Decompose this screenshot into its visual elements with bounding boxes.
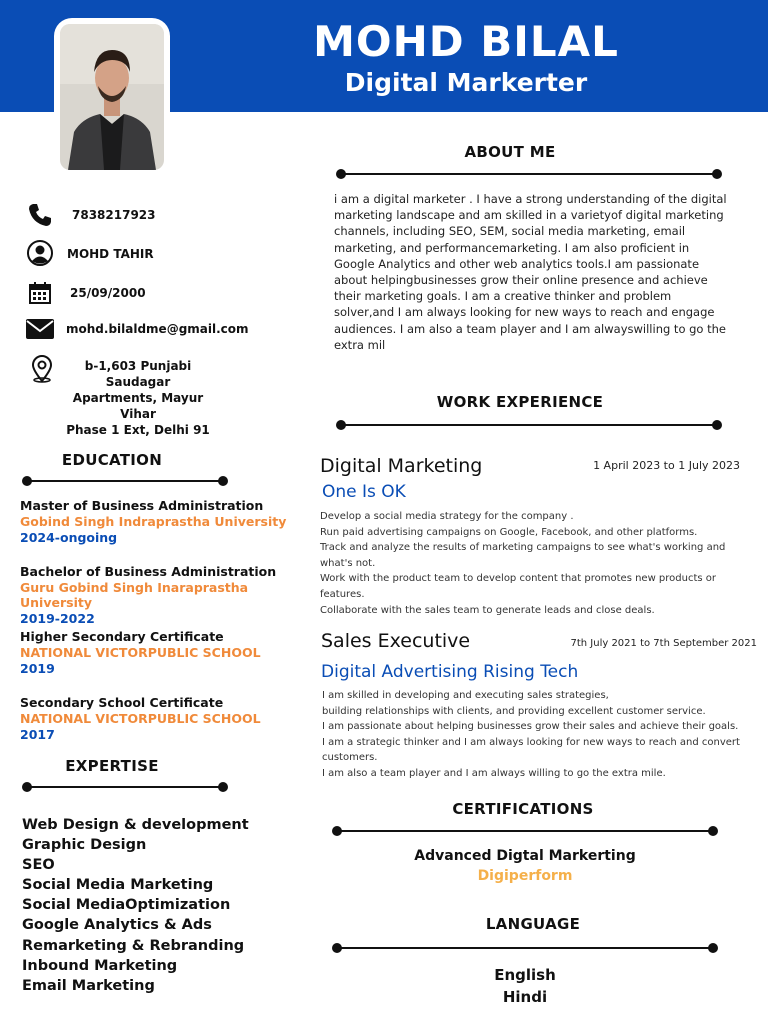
job-description: [320, 509, 760, 618]
address: [58, 358, 218, 438]
education-item: [20, 695, 305, 742]
certifications-title: CERTIFICATIONS: [452, 800, 594, 818]
about-line: marketing landscape and am skilled in a varietyof digital marketing: [334, 208, 724, 223]
job-desc-line: I am a strategic thinker and I am always looking for new ways to reach and convert: [322, 736, 740, 748]
language-item: English: [494, 966, 556, 984]
date-of-birth: 25/09/2000: [70, 286, 146, 300]
job-date: 7th July 2021 to 7th September 2021: [570, 638, 757, 649]
language-divider: [336, 947, 714, 949]
expertise-item: Web Design & development: [22, 817, 249, 833]
degree: Secondary School Certificate: [20, 695, 224, 710]
phone-icon: [26, 201, 54, 229]
education-item: [20, 498, 305, 545]
expertise-item: Email Marketing: [22, 977, 155, 994]
expertise-item: Social Media Marketing: [22, 877, 214, 894]
job-desc-line: Collaborate with the sales team to generate leads and close deals.: [320, 604, 655, 616]
job-desc-line: Work with the product team to develop content that promotes new products or: [320, 573, 717, 585]
expertise-item: Social MediaOptimization: [22, 897, 231, 914]
years: 2019-2022: [20, 611, 95, 626]
years: 2017: [20, 727, 55, 742]
about-line: their marketing goals. I am a creative thinker and problem: [334, 289, 672, 304]
about-line: i am a digital marketer . I have a strong understanding of the digital: [334, 192, 727, 206]
about-divider: [340, 173, 718, 175]
job-desc-line: Run paid advertising campaigns on Google, Facebook, and other platforms.: [320, 526, 698, 538]
education-title: EDUCATION: [61, 451, 163, 469]
about-line: solver,and I am always looking for new ways to reach and engage: [334, 305, 715, 320]
expertise-item: SEO: [22, 857, 55, 874]
job-desc-line: features.: [320, 588, 365, 600]
language-item: Hindi: [502, 988, 548, 1006]
school: Gobind Singh Indraprastha University: [20, 514, 287, 529]
work-divider: [340, 424, 718, 426]
expertise-divider: [26, 786, 224, 788]
address-line: b-1,603 Punjabi Saudagar: [84, 359, 192, 389]
certification-org: Digiperform: [477, 868, 573, 884]
education-item: [20, 629, 305, 676]
job-desc-line: I am also a team player and I am always willing to go the extra mile.: [322, 767, 666, 779]
expertise-item: Google Analytics & Ads: [22, 917, 212, 934]
about-text: [334, 191, 754, 353]
language-title: LANGUAGE: [485, 915, 581, 933]
about-line: channels, including SEO, SEM, social media marketing, email: [334, 224, 686, 239]
job-desc-line: what's not.: [320, 557, 376, 569]
expertise-item: Remarketing & Rebranding: [22, 937, 245, 954]
calendar-icon: [26, 279, 54, 307]
school: Guru Gobind Singh Inaraprastha University: [20, 580, 249, 610]
father-name: MOHD TAHIR: [67, 247, 154, 261]
candidate-role: Digital Markerter: [344, 68, 588, 97]
email-address: mohd.bilaldme@gmail.com: [66, 322, 249, 336]
location-pin-icon: [28, 355, 56, 383]
about-line: about helpingbusinesses grow their online presence and achieve: [334, 273, 708, 288]
school: NATIONAL VICTORPUBLIC SCHOOL: [20, 645, 261, 660]
phone-number: 7838217923: [72, 208, 156, 222]
certification-name: Advanced Digtal Markerting: [414, 848, 636, 864]
job-desc-line: I am passionate about helping businesses grow their sales and achieve their goals.: [322, 721, 739, 733]
job-desc-line: customers.: [322, 752, 378, 764]
job-title: Digital Marketing: [320, 455, 483, 477]
degree: Bachelor of Business Administration: [20, 564, 277, 579]
job-description: [322, 688, 762, 782]
about-line: marketing, and performancemarketing. I am also proficient in: [334, 240, 690, 255]
address-line: Apartments, Mayur Vihar: [72, 391, 204, 421]
profile-photo: [60, 24, 164, 170]
language-list: [450, 964, 600, 1008]
work-title: WORK EXPERIENCE: [436, 393, 604, 411]
about-line: audiences. I am also a team player and I am alwayswilling to go the: [334, 321, 726, 336]
job-desc-line: Develop a social media strategy for the company .: [320, 511, 574, 522]
years: 2024-ongoing: [20, 530, 118, 545]
company-name: Digital Advertising Rising Tech: [321, 662, 579, 682]
company-name: One Is OK: [322, 482, 406, 502]
mail-icon: [26, 319, 54, 339]
expertise-item: Graphic Design: [22, 837, 147, 854]
job-date: 1 April 2023 to 1 July 2023: [593, 459, 740, 472]
user-icon: [26, 239, 54, 267]
about-title: ABOUT ME: [464, 143, 556, 161]
certifications-divider: [336, 830, 714, 832]
degree: Higher Secondary Certificate: [20, 629, 224, 644]
address-line: Phase 1 Ext, Delhi 91: [66, 423, 210, 437]
expertise-list: [22, 815, 282, 996]
about-line: Google Analytics and other web analytics tools.I am passionate: [334, 256, 700, 271]
job-title: Sales Executive: [321, 630, 471, 652]
school: NATIONAL VICTORPUBLIC SCHOOL: [20, 711, 261, 726]
expertise-title: EXPERTISE: [65, 757, 159, 775]
education-item: [20, 564, 305, 626]
job-desc-line: building relationships with clients, and providing excellent customer service.: [322, 705, 706, 717]
about-line: extra mil: [334, 337, 386, 352]
education-divider: [26, 480, 224, 482]
expertise-item: Inbound Marketing: [22, 957, 178, 974]
years: 2019: [20, 661, 55, 676]
candidate-name: MOHD BILAL: [313, 17, 619, 66]
degree: Master of Business Administration: [20, 498, 264, 513]
job-desc-line: I am skilled in developing and executing sales strategies,: [322, 690, 609, 701]
job-desc-line: Track and analyze the results of marketing campaigns to see what's working and: [320, 542, 726, 554]
